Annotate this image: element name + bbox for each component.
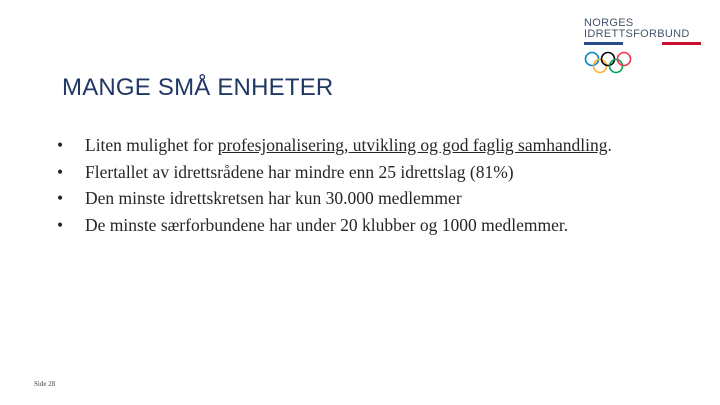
- bullet-symbol: •: [57, 161, 64, 182]
- bullet-symbol: •: [57, 214, 64, 235]
- bullet-item: [57, 187, 657, 210]
- bullet-symbol: •: [57, 135, 64, 155]
- slide-title: MANGE SMÅ ENHETER: [62, 74, 334, 101]
- bullet-text-end: .: [607, 135, 612, 155]
- bullet-item: [57, 134, 657, 157]
- page-number: Side 28: [34, 380, 56, 388]
- bullet-text: De minste særforbundene har under 20 klubber og 1000 medlemmer.: [85, 214, 569, 235]
- bullet-list: [57, 134, 657, 240]
- logo-text-norges: NORGES: [584, 17, 634, 29]
- bullet-text: Den minste idrettskretsen har kun 30.000 medlemmer: [85, 188, 462, 208]
- bullet-text: Liten mulighet for: [85, 135, 218, 155]
- ring-black: [602, 53, 615, 66]
- bullet-item: [57, 161, 657, 184]
- ring-red: [618, 53, 631, 66]
- logo-flag-stripe: [584, 42, 701, 45]
- logo-text-idrettsforbund: IDRETTSFORBUND: [584, 28, 690, 40]
- ring-yellow: [594, 60, 607, 73]
- olympic-rings-icon: [584, 50, 634, 76]
- bullet-text: Flertallet av idrettsrådene har mindre enn 25 idrettslag (81%): [85, 161, 514, 182]
- logo-stripe-white: [623, 42, 662, 45]
- underlined-text: profesjonalisering, utvikling og god faglig samhandling: [217, 135, 608, 155]
- bullet-item: [57, 214, 657, 237]
- logo-stripe-blue: [584, 42, 623, 45]
- logo-stripe-red: [662, 42, 701, 45]
- ring-blue: [586, 53, 599, 66]
- ring-green: [610, 60, 623, 73]
- norges-idrettsforbund-logo: [584, 18, 704, 78]
- bullet-symbol: •: [57, 188, 64, 208]
